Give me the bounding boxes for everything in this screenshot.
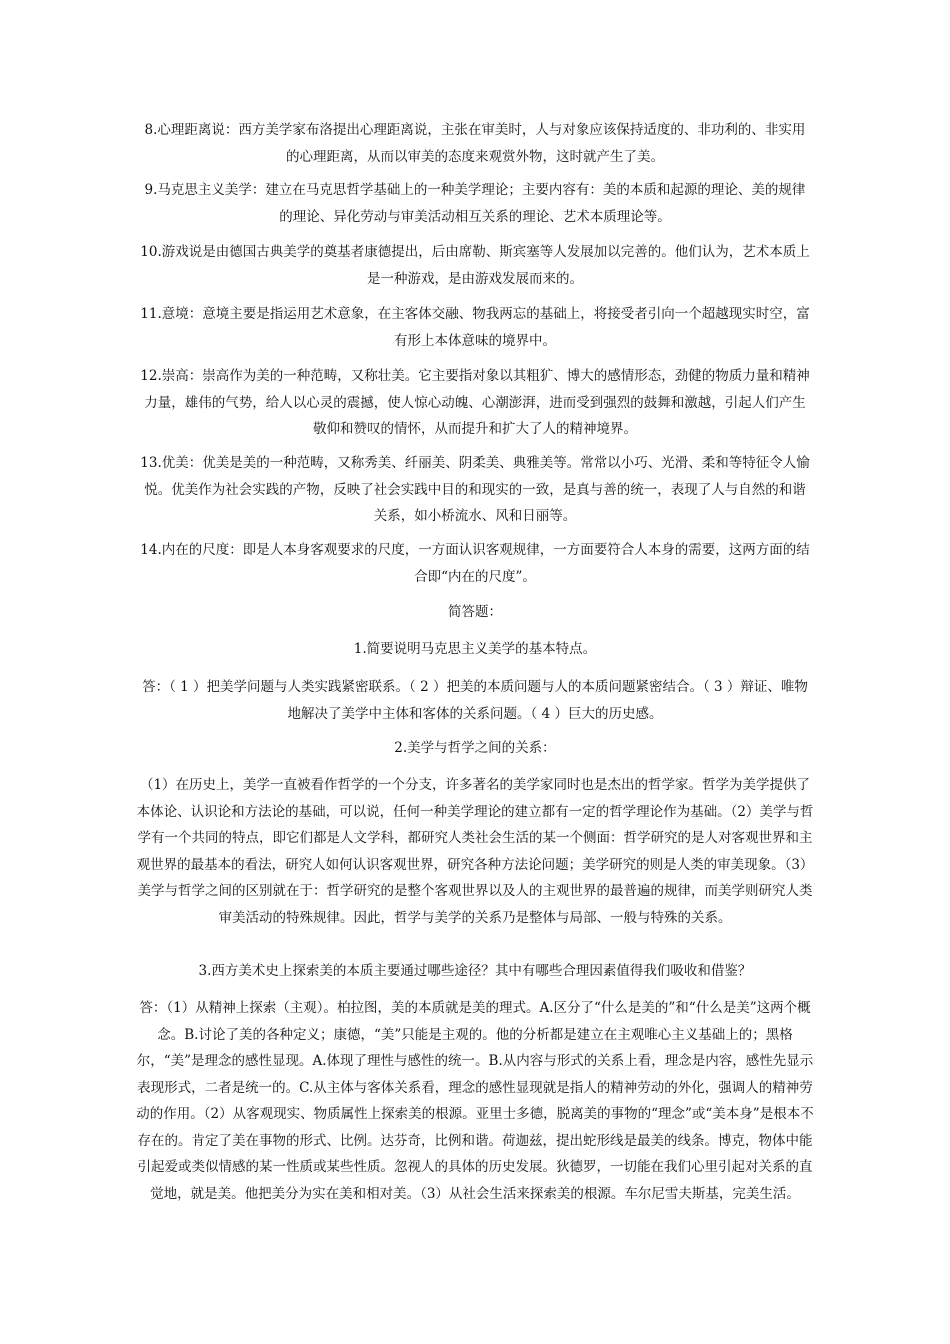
question-3: 3.西方美术史上探索美的本质主要通过哪些途径？其中有哪些合理因素值得我们吸收和借鉴？: [198, 963, 752, 979]
paragraph-term-11: 11.意境：意境主要是指运用艺术意象，在主客体交融、物我两忘的基础上，将接受者引向一个超越现实时空，富有形上本体意味的境界中。: [140, 306, 810, 349]
paragraph-term-9: 9.马克思主义美学：建立在马克思哲学基础上的一种美学理论；主要内容有：美的本质和起源的理论、美的规律的理论、异化劳动与审美活动相互关系的理论、艺术本质理论等。: [144, 182, 806, 225]
answer-2: （1）在历史上，美学一直被看作哲学的一个分支，许多著名的美学家同时也是杰出的哲学家。哲学为美学提供了本体论、认识论和方法论的基础，可以说，任何一种美学理论的建立都有一定的哲学理论作为基础。（2）美学与哲学有一个共同的特点，即它们都是人文学科，都研究人类社会生活的某一个侧面：哲学研究的是人对客观世界和主观世界的最基本的看法，研究人如何认识客观世界，研究各种方法论问题；美学研究的则是人类的审美现象。（3）美学与哲学之间的区别就在于：哲学研究的是整个客观世界以及人的主观世界的最普遍的规律，而美学则研究人类审美活动的特殊规律。因此，哲学与美学的关系乃是整体与局部、一般与特殊的关系。: [136, 777, 814, 926]
paragraph-term-8: 8.心理距离说：西方美学家布洛提出心理距离说，主张在审美时，人与对象应该保持适度的、非功利的、非实用的心理距离，从而以审美的态度来观赏外物，这时就产生了美。: [144, 122, 806, 165]
paragraph-term-12: 12.崇高：崇高作为美的一种范畴，又称壮美。它主要指对象以其粗犷、博大的感情形态，劲健的物质力量和精神力量，雄伟的气势，给人以心灵的震撼，使人惊心动魄、心潮澎湃，进而受到强烈的鼓舞和激越，引起人们产生敬仰和赞叹的情怀，从而提升和扩大了人的精神境界。: [140, 368, 810, 437]
question-2: 2.美学与哲学之间的关系：: [394, 740, 556, 756]
paragraph-term-14: 14.内在的尺度：即是人本身客观要求的尺度，一方面认识客观规律，一方面要符合人本身的需要，这两方面的结合即“内在的尺度”。: [140, 542, 810, 585]
paragraph-term-13: 13.优美：优美是美的一种范畴，又称秀美、纤丽美、阴柔美、典雅美等。常常以小巧、光滑、柔和等特征令人愉悦。优美作为社会实践的产物，反映了社会实践中目的和现实的一致，是真与善的统一，表现了人与自然的和谐关系，如小桥流水、风和日丽等。: [140, 455, 810, 524]
section-heading-short-answer: 简答题：: [448, 604, 502, 620]
question-1: 1.简要说明马克思主义美学的基本特点。: [353, 641, 597, 657]
answer-3: 答：（1）从精神上探索（主观）。柏拉图，美的本质就是美的理式。A.区分了“什么是美的”和“什么是美”这两个概念。B.讨论了美的各种定义；康德，“美”只能是主观的。他的分析都是建立在主观唯心主义基础上的；黑格尔，“美”是理念的感性显现。A.体现了理性与感性的统一。B.从内容与形式的关系上看，理念是内容，感性先显示表现形式，二者是统一的。C.从主体与客体关系看，理念的感性显现就是指人的精神劳动的外化，强调人的精神劳动的作用。（2）从客观现实、物质属性上探索美的根源。亚里士多德，脱离美的事物的“理念”或“美本身”是根本不存在的。肯定了美在事物的形式、比例。达芬奇，比例和谐。荷迦兹，提出蛇形线是最美的线条。博克，物体中能引起爱或类似情感的某一性质或某些性质。忽视人的具体的历史发展。狄德罗，一切能在我们心里引起对关系的直觉地，就是美。他把美分为实在美和相对美。（3）从社会生活来探索美的根源。车尔尼雪夫斯基，完美生活。: [136, 1000, 814, 1202]
answer-1: 答：（ 1 ）把美学问题与人类实践紧密联系。（ 2 ）把美的本质问题与人的本质问题紧密结合。（ 3 ）辩证、唯物地解决了美学中主体和客体的关系问题。（ 4 ）巨大的历史感。: [142, 679, 808, 722]
paragraph-term-10: 10.游戏说是由德国古典美学的奠基者康德提出，后由席勒、斯宾塞等人发展加以完善的。他们认为，艺术本质上是一种游戏，是由游戏发展而来的。: [140, 244, 810, 287]
